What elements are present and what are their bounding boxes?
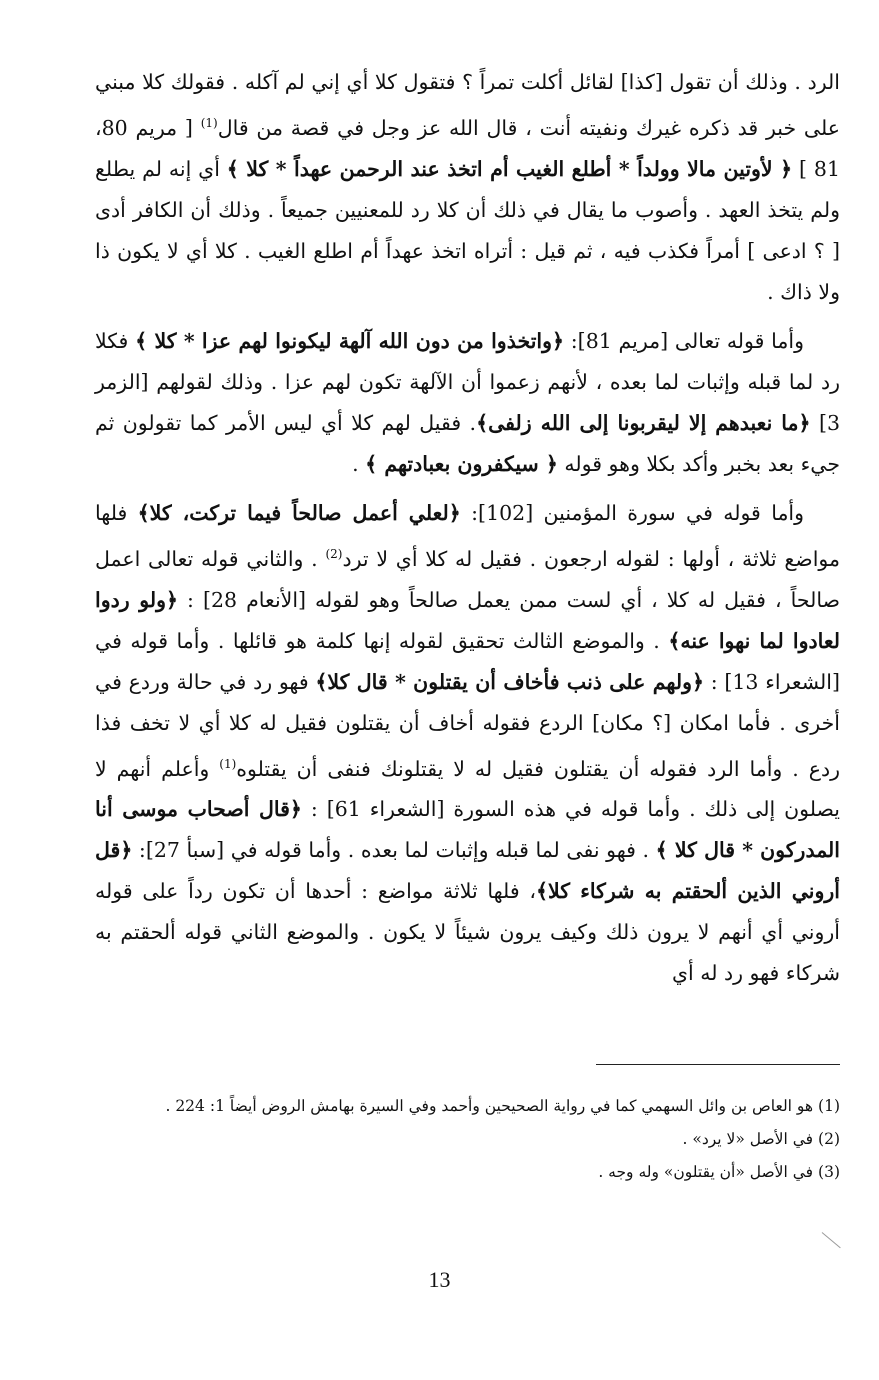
paragraph bbox=[95, 321, 840, 485]
text-segment: . bbox=[352, 451, 366, 476]
quran-quote: ﴿ما نعبدهم إلا ليقربونا إلى الله زلفى﴾ bbox=[476, 410, 811, 435]
footnote-3: (3) في الأصل «أن يقتلون» وله وجه . bbox=[598, 1163, 840, 1181]
paragraph bbox=[95, 62, 840, 313]
text-segment: الرد . وذلك أن تقول [كذا] لقائل أكلت تمراً ؟ فتقول كلا أي إني لم آكله . فقولك كلا مبني على خبر قد ذكره غيرك ونفيته أنت ، قال الله عز وجل في قصة من قال bbox=[95, 70, 840, 140]
text-segment: فكلا رد لما قبله وإثبات لما بعده ، لأنهم زعموا أن الآلهة تكون لهم عزا . وذلك لقولهم [الزمر 3] bbox=[95, 328, 840, 435]
footnotes bbox=[95, 1090, 840, 1189]
text-segment: فهو رد في حالة وردع في أخرى . فأما امكان [؟ مكان] الردع فقوله أخاف أن يقتلون فقيل له كلا أي لا تخف فذا ردع . وأما الرد فقوله أن يقتلون فقيل له لا يقتلونك فنفى أن يقتلوه bbox=[95, 669, 840, 781]
quran-quote: ﴿واتخذوا من دون الله آلهة ليكونوا لهم عزا * كلا ﴾ bbox=[135, 328, 565, 353]
page-number: 13 bbox=[428, 1267, 451, 1292]
text-segment: . والثاني قوله تعالى اعمل صالحاً ، فقيل له كلا ، أي لست ممن يعمل صالحاً وهو لقوله [الأنعام 28] : bbox=[95, 546, 841, 612]
quran-quote: ﴿قل أروني الذين ألحقتم به شركاء كلا﴾ bbox=[95, 838, 840, 904]
quran-quote: ﴿ سيكفرون بعبادتهم ﴾ bbox=[365, 451, 558, 476]
text-segment: وأما قوله تعالى [مريم 81]: bbox=[564, 328, 805, 353]
text-segment: فلها مواضع ثلاثة ، أولها : لقوله ارجعون . فقيل له كلا أي لا ترد bbox=[95, 500, 840, 571]
text-segment: . فقيل لهم كلا أي ليس الأمر كما تقولون ثم جيء بعد بخبر وأكد بكلا وهو قوله bbox=[95, 410, 840, 476]
text-segment: أي إنه لم يطلع ولم يتخذ العهد . وأصوب ما يقال في ذلك أن كلا رد للمعنيين جميعاً . وذلك أن الكافر أدى [ ؟ ادعى ] أمراً فكذب فيه ، ثم قيل : أتراه اتخذ عهداً أم اطلع الغيب . كلا أي لا يكون ذا ولا ذاك . bbox=[95, 156, 840, 304]
text-segment: . فهو نفى لما قبله وإثبات لما بعده . وأما قوله في [سبأ 27]: bbox=[132, 838, 656, 863]
quran-quote: ﴿ لأوتين مالا وولداً * أطلع الغيب أم اتخذ عند الرحمن عهداً * كلا ﴾ bbox=[226, 156, 793, 181]
text-segment: [ مريم 80، 81 ] bbox=[95, 115, 840, 181]
paragraph bbox=[95, 493, 840, 995]
text-segment: ، فلها ثلاثة مواضع : أحدها أن تكون رداً على قوله أروني أي أنهم لا يرون ذلك وكيف يرون شيئاً لا يكون . والموضع الثاني قوله ألحقتم به شركاء فهو رد له أي bbox=[95, 879, 840, 986]
scan-mark bbox=[822, 1232, 841, 1248]
footnote-separator bbox=[596, 1064, 840, 1065]
quran-quote: ﴿ولو ردوا لعادوا لما نهوا عنه﴾ bbox=[95, 587, 840, 653]
footnote-1: (1) هو العاص بن وائل السهمي كما في رواية الصحيحين وأحمد وفي السيرة بهامش الروض أيضاً 1: 224 . bbox=[165, 1097, 840, 1115]
footnote-ref: (2) bbox=[325, 546, 343, 561]
main-text-body bbox=[95, 62, 840, 994]
quran-quote: ﴿لعلي أعمل صالحاً فيما تركت، كلا﴾ bbox=[137, 500, 461, 525]
footnote-2: (2) في الأصل «لا يرد» . bbox=[682, 1130, 840, 1148]
footnote-ref: (1) bbox=[219, 756, 237, 771]
quran-quote: ﴿قال أصحاب موسى أنا المدركون * قال كلا ﴾ bbox=[95, 797, 840, 863]
text-segment: وأما قوله في سورة المؤمنين [102]: bbox=[460, 500, 805, 525]
text-segment: . والموضع الثالث تحقيق لقوله إنها كلمة هو قائلها . وأما قوله في [الشعراء 13] : bbox=[95, 628, 840, 694]
quran-quote: ﴿ولهم على ذنب فأخاف أن يقتلون * قال كلا﴾ bbox=[315, 669, 704, 694]
text-segment: وأعلم أنهم لا يصلون إلى ذلك . وأما قوله في هذه السورة [الشعراء 61] : bbox=[95, 756, 840, 822]
footnote-ref: (1) bbox=[200, 116, 218, 130]
